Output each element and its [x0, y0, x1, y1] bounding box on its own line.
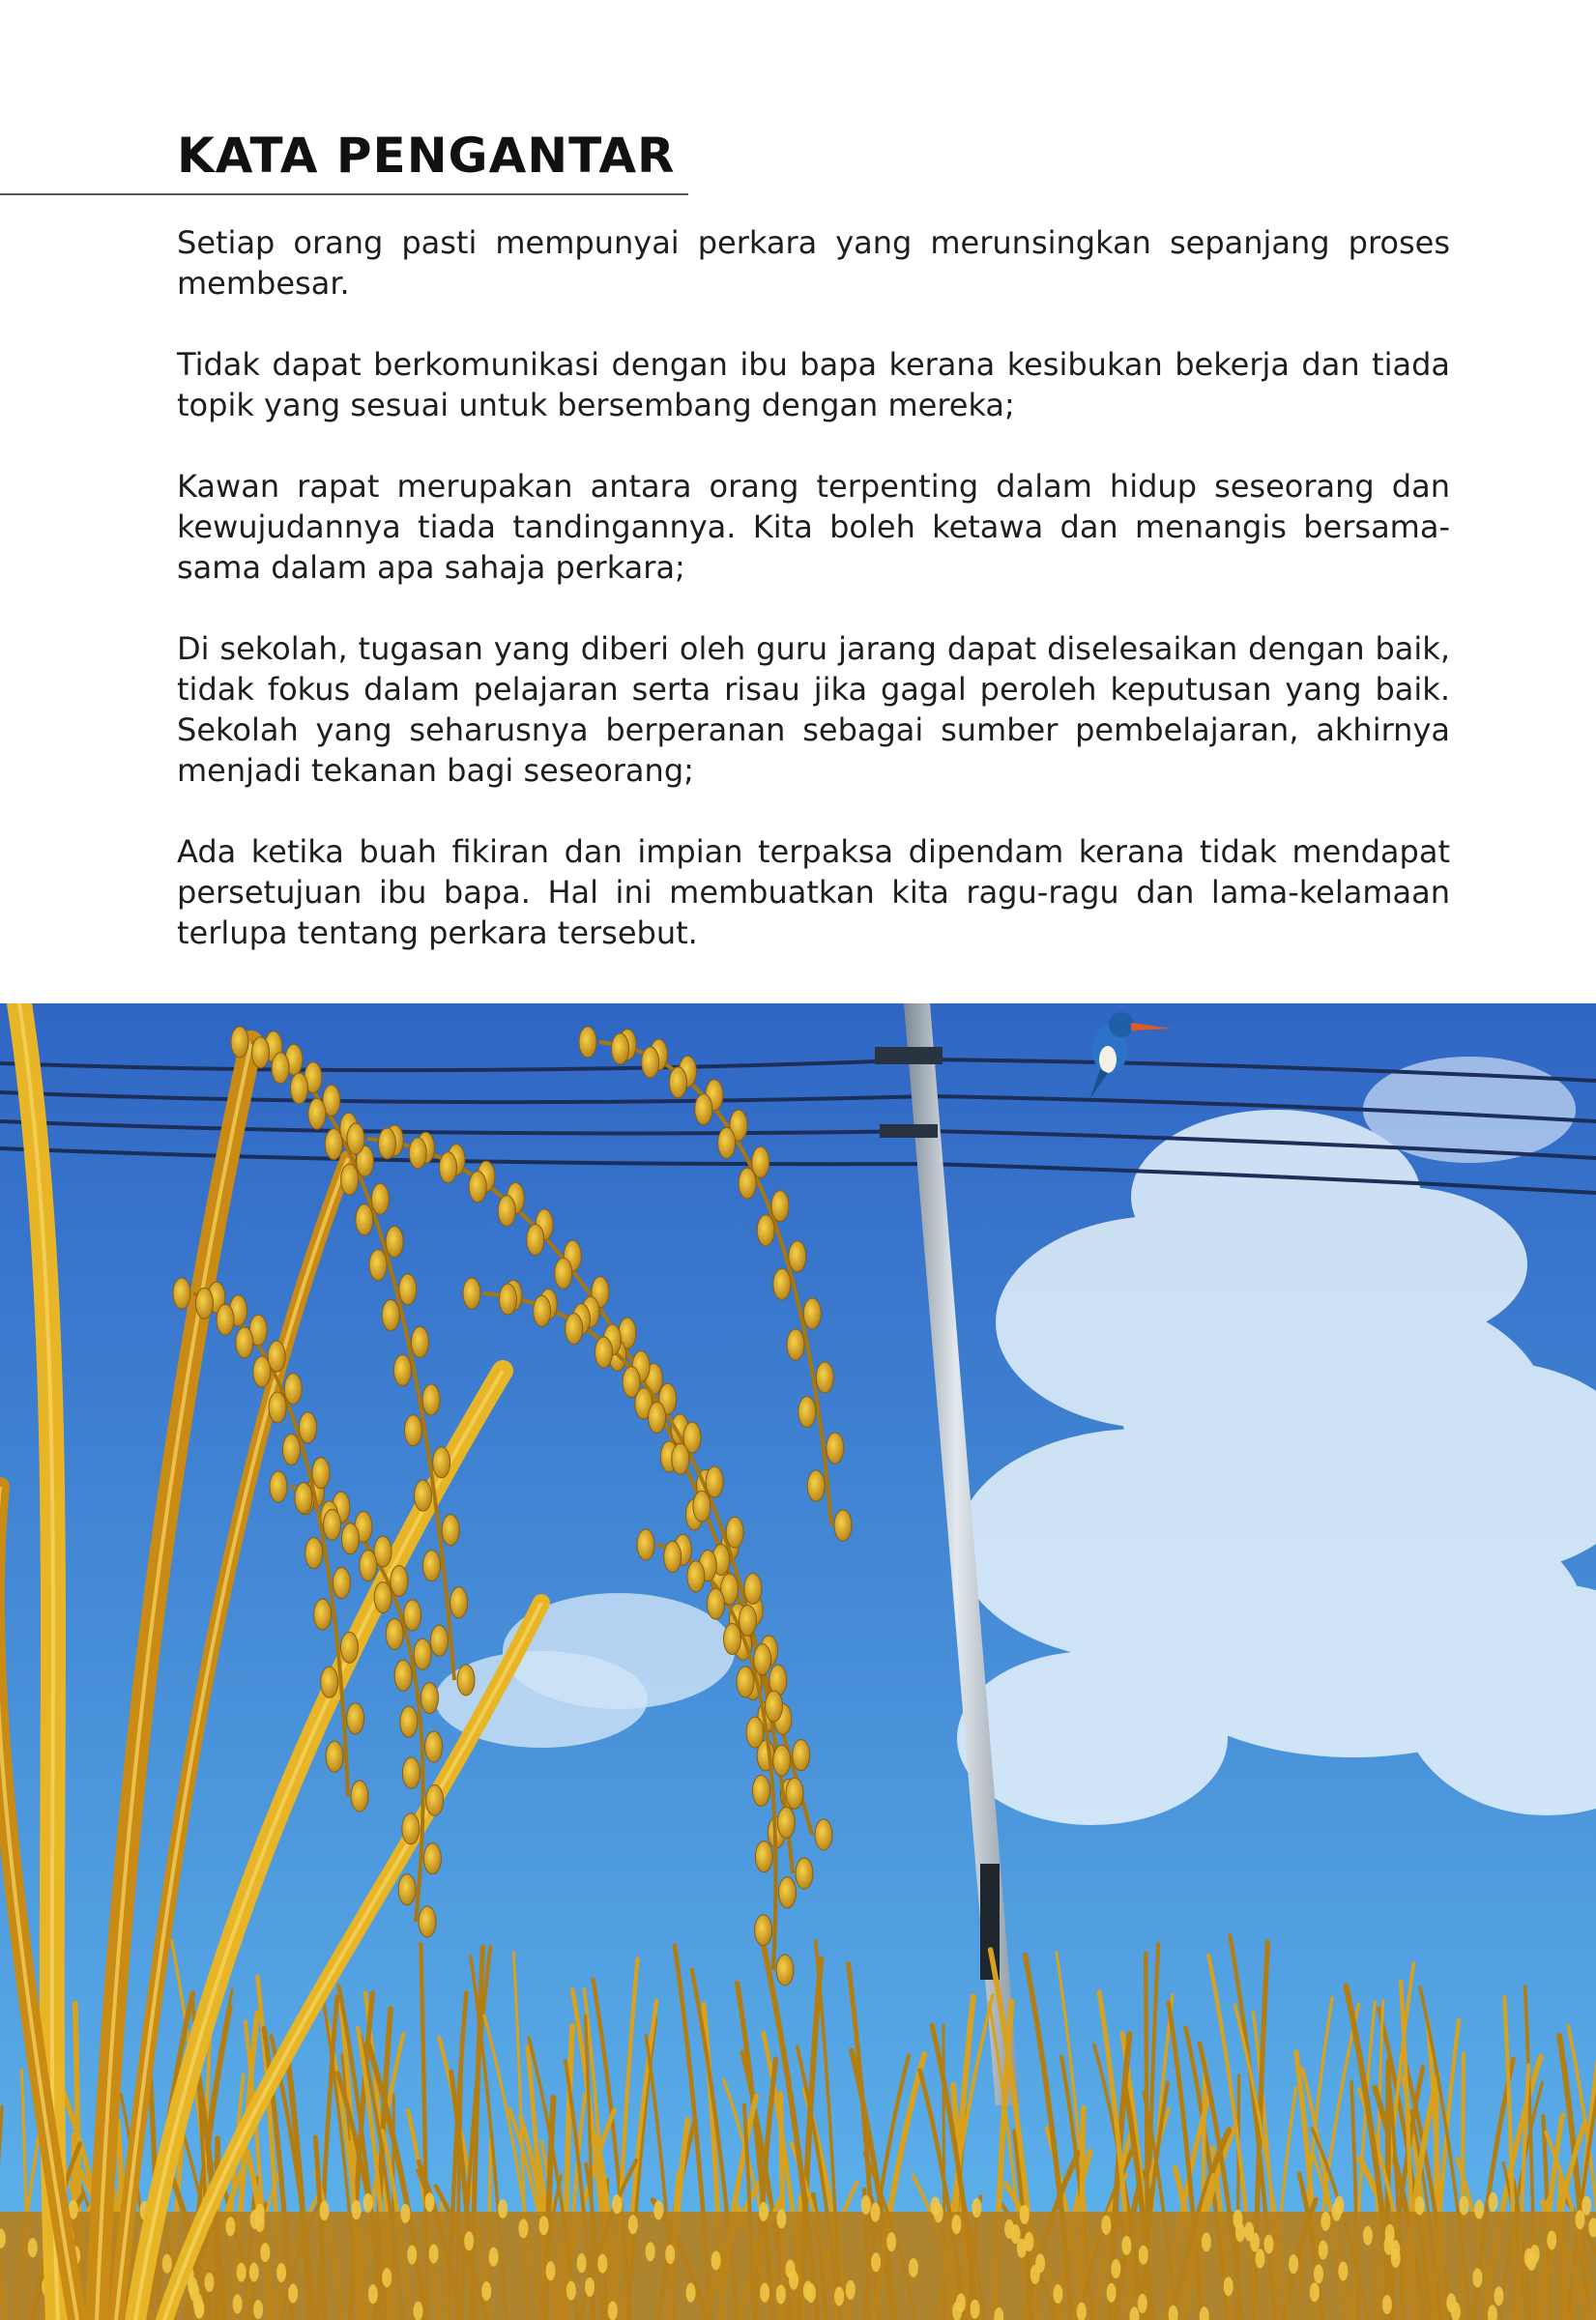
paragraph-1: Setiap orang pasti mempunyai perkara yang merunsingkan sepanjang proses membesar.	[177, 224, 1450, 302]
page-title: KATA PENGANTAR	[177, 128, 676, 184]
paragraph-3: Kawan rapat merupakan antara orang terpenting dalam hidup seseorang dan kewujudannya tiada tandingannya. Kita boleh ketawa dan menangis bersama-sama dalam apa sahaja perkara;	[177, 468, 1450, 586]
paragraph-4: Di sekolah, tugasan yang diberi oleh guru jarang dapat diselesaikan dengan baik, tidak fokus dalam pelajaran serta risau jika gagal peroleh keputusan yang baik. Sekolah yang seharusnya berperanan sebagai sumber pembelajaran, akhirnya menjadi tekanan bagi seseorang;	[177, 630, 1450, 789]
title-underline	[0, 193, 688, 195]
rice-field-illustration	[0, 1003, 1596, 2320]
foreword-body	[177, 222, 1450, 994]
paragraph-5: Ada ketika buah fikiran dan impian terpaksa dipendam kerana tidak mendapat persetujuan ibu bapa. Hal ini membuatkan kita ragu-ragu dan lama-kelamaan terlupa tentang perkara tersebut.	[177, 833, 1450, 951]
paragraph-2: Tidak dapat berkomunikasi dengan ibu bapa kerana kesibukan bekerja dan tiada topik yang sesuai untuk bersembang dengan mereka;	[177, 346, 1450, 423]
